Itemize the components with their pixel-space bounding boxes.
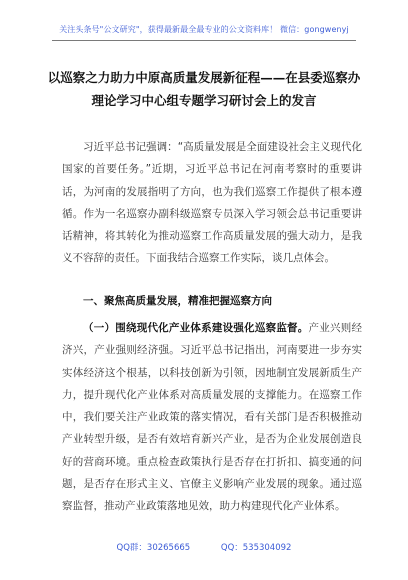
title-line-2: 理论学习中心组专题学习研讨会上的发言 (91, 93, 317, 108)
subsection-heading-1: （一）围绕现代化产业体系建设强化巡察监督。 (83, 322, 309, 334)
footer-qq-group[interactable]: QQ群：30265665 (116, 543, 191, 553)
document-title (40, 66, 368, 112)
header-divider (52, 40, 356, 41)
title-line-1: 以巡察之力助力中原高质量发展新征程——在县委巡察办 (47, 70, 361, 85)
footer-qq-contact[interactable]: QQ：535304092 (220, 543, 292, 553)
section-heading-1: 一、聚焦高质量发展，精准把握巡察方向 (83, 295, 272, 307)
header-promo-note[interactable]: 关注头条号"公文研究"，获得最新最全最专业的公文资料库！ 微信：gongwenyj (59, 25, 349, 34)
paragraph-subsection-1 (62, 317, 362, 518)
paragraph-intro: 习近平总书记强调：“高质量发展是全面建设社会主义现代化国家的首要任务。”近期，习近平总书记在河南考察时的重要讲话，为河南的发展指明了方向，也为我们巡察工作提供了根本遵循。作为一名巡察办副科级巡察专员深入学习领会总书记重要讲话精神，将其转化为推动巡察工作高质量发展的强大动力，是我义不容辞的责任。下面我结合巡察工作实际，谈几点体会。 (62, 141, 362, 265)
subsection-1-body: 产业兴则经济兴，产业强则经济强。习近平总书记指出，河南要进一步夯实实体经济这个根基，以科技创新为引领，因地制宜发展新质生产力，提升现代化产业体系对高质量发展的支撑能力。在巡察工作中，我们要关注产业政策的落实情况，看有关部门是否积极推动产业转型升级，是否有效培育新兴产业，是否为企业发展创造良好的营商环境。重点检查政策执行是否存在打折扣、搞变通的问题，是否存在形式主义、官僚主义影响产业发展的现象。通过巡察监督，推动产业政策落地见效，助力构建现代化产业体系。 (62, 322, 363, 513)
footer-contact (0, 541, 408, 553)
